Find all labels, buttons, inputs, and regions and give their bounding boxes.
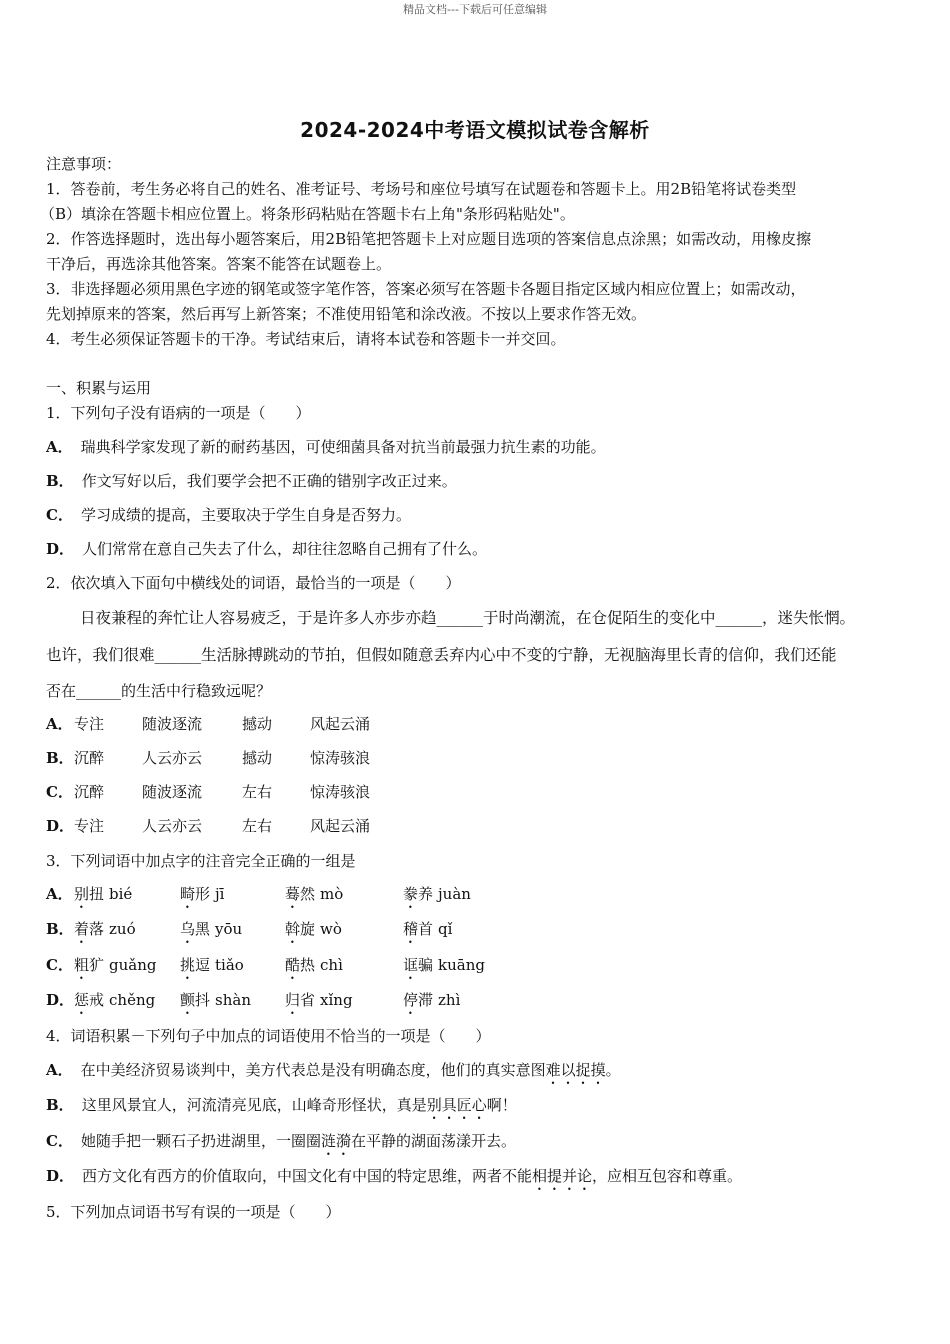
question-stem: 1．下列句子没有语病的一项是（ ） (46, 404, 311, 422)
page-header: 精品文档---下载后可任意编辑 (403, 3, 547, 16)
option-text: 学习成绩的提高，主要取决于学生自身是否努力。 (80, 506, 411, 524)
pinyin-item (403, 918, 452, 947)
dotted-char: 粗 (74, 956, 90, 974)
plain-char: 扭 (89, 885, 105, 903)
plain-char: 犷 (89, 956, 105, 974)
pinyin-item (285, 954, 343, 983)
pinyin-item (74, 918, 136, 947)
option-word: 风起云涌 (310, 715, 371, 733)
pinyin-item (403, 989, 460, 1018)
pinyin-item (285, 989, 353, 1018)
plain-char: 旋 (300, 920, 316, 938)
option-label: B． (46, 920, 74, 938)
pinyin-item (180, 918, 242, 947)
option-word: 人云亦云 (142, 817, 203, 835)
dotted-char: 颤 (180, 991, 196, 1009)
dotted-char: 别 (74, 885, 90, 903)
option-text: 人们常常在意自己失去了什么，却往往忽略自己拥有了什么。 (82, 540, 488, 558)
pinyin: jī (215, 885, 225, 903)
option-label: A． (46, 715, 73, 733)
pinyin: juàn (438, 885, 471, 903)
dotted-char: 停 (403, 991, 419, 1009)
pinyin-item (285, 883, 343, 912)
question-stem: 2．依次填入下面句中横线处的词语，最恰当的一项是（ ） (46, 574, 461, 592)
option-label: D． (46, 991, 75, 1009)
pinyin-item (74, 954, 157, 983)
dotted-char: 酷 (285, 956, 301, 974)
plain-char: 逗 (195, 956, 211, 974)
plain-char: 滞 (418, 991, 434, 1009)
pinyin-item (180, 883, 224, 912)
dotted-char: 诓 (403, 956, 419, 974)
pinyin-item (403, 954, 485, 983)
notice-line: 4．考生必须保证答题卡的干净。考试结束后，请将本试卷和答题卡一并交回。 (46, 330, 566, 348)
option-a (46, 1059, 621, 1088)
notice-heading: 注意事项： (46, 155, 122, 173)
option-text: ，应相互包容和尊重。 (592, 1167, 743, 1185)
plain-char: 黑 (195, 920, 211, 938)
pinyin-item (74, 989, 155, 1018)
option-word: 惊涛骇浪 (310, 749, 371, 767)
option-label: C． (46, 956, 73, 974)
passage-line: 否在______的生活中行稳致远呢？ (46, 682, 272, 700)
plain-char: 省 (300, 991, 316, 1009)
plain-char: 落 (89, 920, 105, 938)
pinyin: xǐng (320, 991, 353, 1009)
pinyin: zuó (109, 920, 136, 938)
plain-char: 热 (300, 956, 316, 974)
pinyin: wò (320, 920, 342, 938)
dotted-phrase: 难以捉摸 (545, 1061, 606, 1079)
option-word: 专注 (74, 715, 105, 733)
pinyin: bié (109, 885, 133, 903)
pinyin: zhì (438, 991, 461, 1009)
pinyin-item (403, 883, 471, 912)
option-label: C． (46, 1132, 73, 1150)
pinyin: yōu (215, 920, 243, 938)
plain-char: 抖 (195, 991, 211, 1009)
plain-char: 养 (418, 885, 434, 903)
notice-line: 3．非选择题必须用黑色字迹的钢笔或签字笔作答，答案必须写在答题卡各题目指定区域内相应位置上；如需改动， (46, 280, 806, 298)
option-text: 她随手把一颗石子扔进湖里，一圈圈 (80, 1132, 321, 1150)
dotted-phrase: 涟漪 (320, 1132, 351, 1150)
dotted-char: 畸 (180, 885, 196, 903)
passage-line: 日夜兼程的奔忙让人容易疲乏，于是许多人亦步亦趋______于时尚潮流，在仓促陌生的变化中______，迷失怅惘。 (80, 609, 856, 627)
option-word: 随波逐流 (142, 783, 203, 801)
pinyin: qǐ (438, 920, 453, 938)
option-text: 在平静的湖面荡漾开去。 (350, 1132, 516, 1150)
option-c (46, 1130, 516, 1159)
section-heading: 一、积累与运用 (46, 379, 152, 397)
option-c: C． 学习成绩的提高，主要取决于学生自身是否努力。 (46, 506, 411, 524)
question-stem: 3．下列词语中加点字的注音完全正确的一组是 (46, 852, 356, 870)
option-word: 撼动 (242, 749, 273, 767)
plain-char: 戒 (89, 991, 105, 1009)
plain-char: 然 (300, 885, 316, 903)
question-stem: 5．下列加点词语书写有误的一项是（ ） (46, 1203, 341, 1221)
dotted-char: 豢 (403, 885, 419, 903)
dotted-char: 乌 (180, 920, 196, 938)
dotted-char: 着 (74, 920, 90, 938)
pinyin: kuāng (438, 956, 485, 974)
dotted-phrase: 别具匠心 (426, 1096, 487, 1114)
dotted-char: 归 (285, 991, 301, 1009)
option-word: 专注 (74, 817, 105, 835)
option-label: A． (46, 1061, 73, 1079)
option-text: 作文写好以后，我们要学会把不正确的错别字改正过来。 (81, 472, 457, 490)
option-b: B． 作文写好以后，我们要学会把不正确的错别字改正过来。 (46, 472, 457, 490)
pinyin: tiǎo (215, 956, 244, 974)
plain-char: 首 (418, 920, 434, 938)
option-word: 沉醉 (74, 749, 105, 767)
pinyin: guǎng (109, 956, 157, 974)
option-word: 左右 (242, 783, 273, 801)
option-text: 瑞典科学家发现了新的耐药基因，可使细菌具备对抗当前最强力抗生素的功能。 (80, 438, 606, 456)
option-text: 在中美经济贸易谈判中，美方代表总是没有明确态度，他们的真实意图 (80, 1061, 546, 1079)
plain-char: 形 (195, 885, 211, 903)
pinyin: shàn (215, 991, 251, 1009)
notice-line: 先划掉原来的答案，然后再写上新答案；不准使用铅笔和涂改液。不按以上要求作答无效。 (46, 305, 647, 323)
dotted-char: 惩 (74, 991, 90, 1009)
pinyin-item (180, 989, 251, 1018)
pinyin: mò (320, 885, 344, 903)
option-word: 随波逐流 (142, 715, 203, 733)
option-word: 风起云涌 (310, 817, 371, 835)
pinyin: chì (320, 956, 343, 974)
option-label: B． (46, 749, 74, 767)
option-text: 啊！ (486, 1096, 517, 1114)
option-label: D． (46, 817, 75, 835)
notice-line: 1．答卷前，考生务必将自己的姓名、准考证号、考场号和座位号填写在试题卷和答题卡上。用2B铅笔将试卷类型 (46, 180, 797, 198)
option-d (46, 1165, 742, 1194)
pinyin: chěng (109, 991, 156, 1009)
option-label: C． (46, 783, 73, 801)
pinyin-item (180, 954, 244, 983)
option-label: D． (46, 1167, 75, 1185)
document-title: 2024-2024中考语文模拟试卷含解析 (300, 118, 650, 142)
passage-line: 也许，我们很难______生活脉搏跳动的节拍，但假如随意丢弃内心中不变的宁静，无视脑海里长青的信仰，我们还能 (46, 646, 837, 664)
option-word: 惊涛骇浪 (310, 783, 371, 801)
option-a: A． 瑞典科学家发现了新的耐药基因，可使细菌具备对抗当前最强力抗生素的功能。 (46, 438, 606, 456)
option-d: D． 人们常常在意自己失去了什么，却往往忽略自己拥有了什么。 (46, 540, 488, 558)
pinyin-item (74, 883, 132, 912)
option-text: 这里风景宜人，河流清亮见底，山峰奇形怪状，真是 (81, 1096, 427, 1114)
option-label: B． (46, 1096, 74, 1114)
pinyin-item (285, 918, 342, 947)
dotted-phrase: 相提并论 (532, 1167, 593, 1185)
dotted-char: 挑 (180, 956, 196, 974)
option-label: A． (46, 885, 73, 903)
notice-line: 干净后，再选涂其他答案。答案不能答在试题卷上。 (46, 255, 392, 273)
notice-line: 2．作答选择题时，选出每小题答案后，用2B铅笔把答题卡上对应题目选项的答案信息点涂黑；如需改动，用橡皮擦 (46, 230, 812, 248)
option-text: 西方文化有西方的价值取向，中国文化有中国的特定思维，两者不能 (82, 1167, 533, 1185)
dotted-char: 斡 (285, 920, 301, 938)
option-word: 左右 (242, 817, 273, 835)
option-text: 。 (605, 1061, 621, 1079)
plain-char: 骗 (418, 956, 434, 974)
option-word: 沉醉 (74, 783, 105, 801)
notice-line: （B）填涂在答题卡相应位置上。将条形码粘贴在答题卡右上角"条形码粘贴处"。 (40, 205, 575, 223)
option-word: 撼动 (242, 715, 273, 733)
dotted-char: 蓦 (285, 885, 301, 903)
option-b (46, 1094, 517, 1123)
question-stem: 4．词语积累－下列句子中加点的词语使用不恰当的一项是（ ） (46, 1027, 491, 1045)
option-word: 人云亦云 (142, 749, 203, 767)
dotted-char: 稽 (403, 920, 419, 938)
